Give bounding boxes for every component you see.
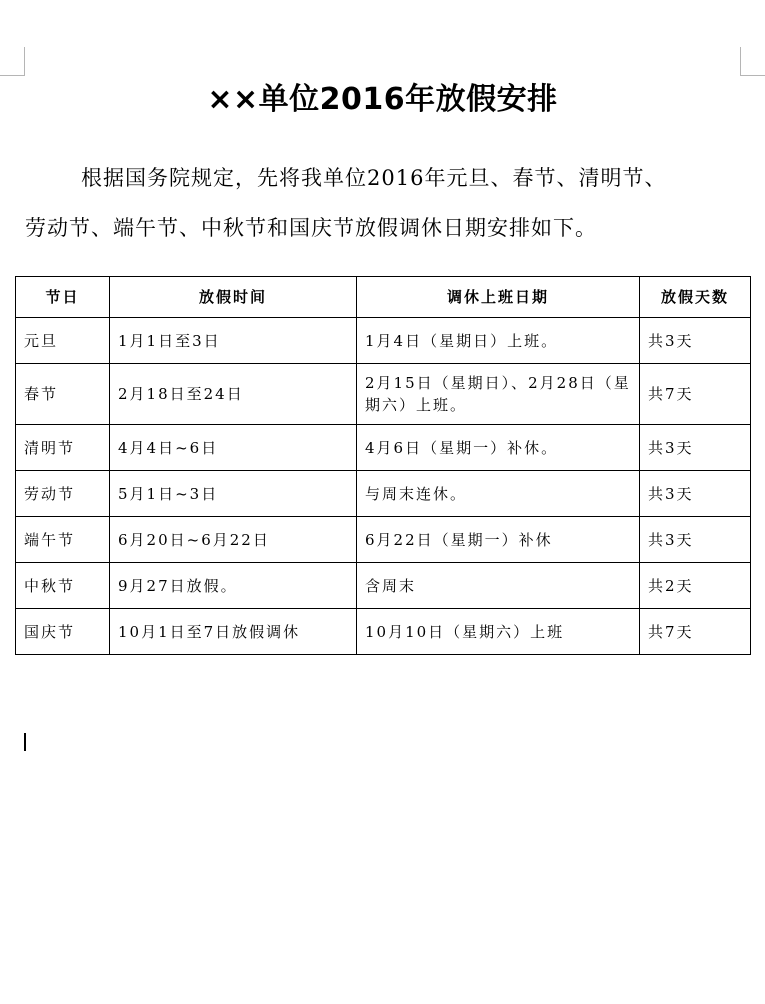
cell-work-day[interactable]: 10月10日（星期六）上班 — [357, 609, 640, 655]
table-header-row — [16, 277, 751, 318]
page-corner-mark-left — [0, 47, 25, 76]
table-row — [16, 609, 751, 655]
page-corner-mark-right — [740, 47, 765, 76]
text-cursor[interactable] — [24, 733, 26, 751]
cell-period[interactable]: 2月18日至24日 — [110, 364, 357, 425]
cell-days[interactable]: 共7天 — [640, 364, 751, 425]
cell-festival[interactable]: 春节 — [16, 364, 110, 425]
cell-work-day[interactable]: 2月15日（星期日）、2月28日（星期六）上班。 — [357, 364, 640, 425]
table-row — [16, 563, 751, 609]
cell-festival[interactable]: 劳动节 — [16, 471, 110, 517]
cell-festival[interactable]: 中秋节 — [16, 563, 110, 609]
cell-period[interactable]: 5月1日~3日 — [110, 471, 357, 517]
intro-line-2: 劳动节、端午节、中秋节和国庆节放假调休日期安排如下。 — [25, 216, 597, 240]
cell-days[interactable]: 共3天 — [640, 318, 751, 364]
header-work-day: 调休上班日期 — [357, 277, 640, 318]
cell-festival[interactable]: 清明节 — [16, 425, 110, 471]
intro-line-1: 根据国务院规定，先将我单位2016年元旦、春节、清明节、 — [81, 166, 667, 190]
cell-days[interactable]: 共3天 — [640, 425, 751, 471]
header-days: 放假天数 — [640, 277, 751, 318]
table-row — [16, 318, 751, 364]
cell-period[interactable]: 4月4日~6日 — [110, 425, 357, 471]
cell-days[interactable]: 共2天 — [640, 563, 751, 609]
cell-period[interactable]: 1月1日至3日 — [110, 318, 357, 364]
header-period: 放假时间 — [110, 277, 357, 318]
table-row — [16, 364, 751, 425]
table-row — [16, 517, 751, 563]
cell-days[interactable]: 共7天 — [640, 609, 751, 655]
document-title: ××单位2016年放假安排 — [207, 82, 558, 117]
cell-work-day[interactable]: 6月22日（星期一）补休 — [357, 517, 640, 563]
cell-festival[interactable]: 元旦 — [16, 318, 110, 364]
cell-period[interactable]: 9月27日放假。 — [110, 563, 357, 609]
cell-period[interactable]: 6月20日~6月22日 — [110, 517, 357, 563]
intro-paragraph — [25, 153, 765, 253]
cell-days[interactable]: 共3天 — [640, 517, 751, 563]
cell-festival[interactable]: 端午节 — [16, 517, 110, 563]
cell-period[interactable]: 10月1日至7日放假调休 — [110, 609, 357, 655]
holiday-schedule-table — [15, 276, 751, 655]
cell-work-day[interactable]: 含周末 — [357, 563, 640, 609]
table-row — [16, 471, 751, 517]
header-festival: 节日 — [16, 277, 110, 318]
cell-days[interactable]: 共3天 — [640, 471, 751, 517]
cell-work-day[interactable]: 1月4日（星期日）上班。 — [357, 318, 640, 364]
cell-festival[interactable]: 国庆节 — [16, 609, 110, 655]
cell-work-day[interactable]: 4月6日（星期一）补休。 — [357, 425, 640, 471]
table-row — [16, 425, 751, 471]
cell-work-day[interactable]: 与周末连休。 — [357, 471, 640, 517]
